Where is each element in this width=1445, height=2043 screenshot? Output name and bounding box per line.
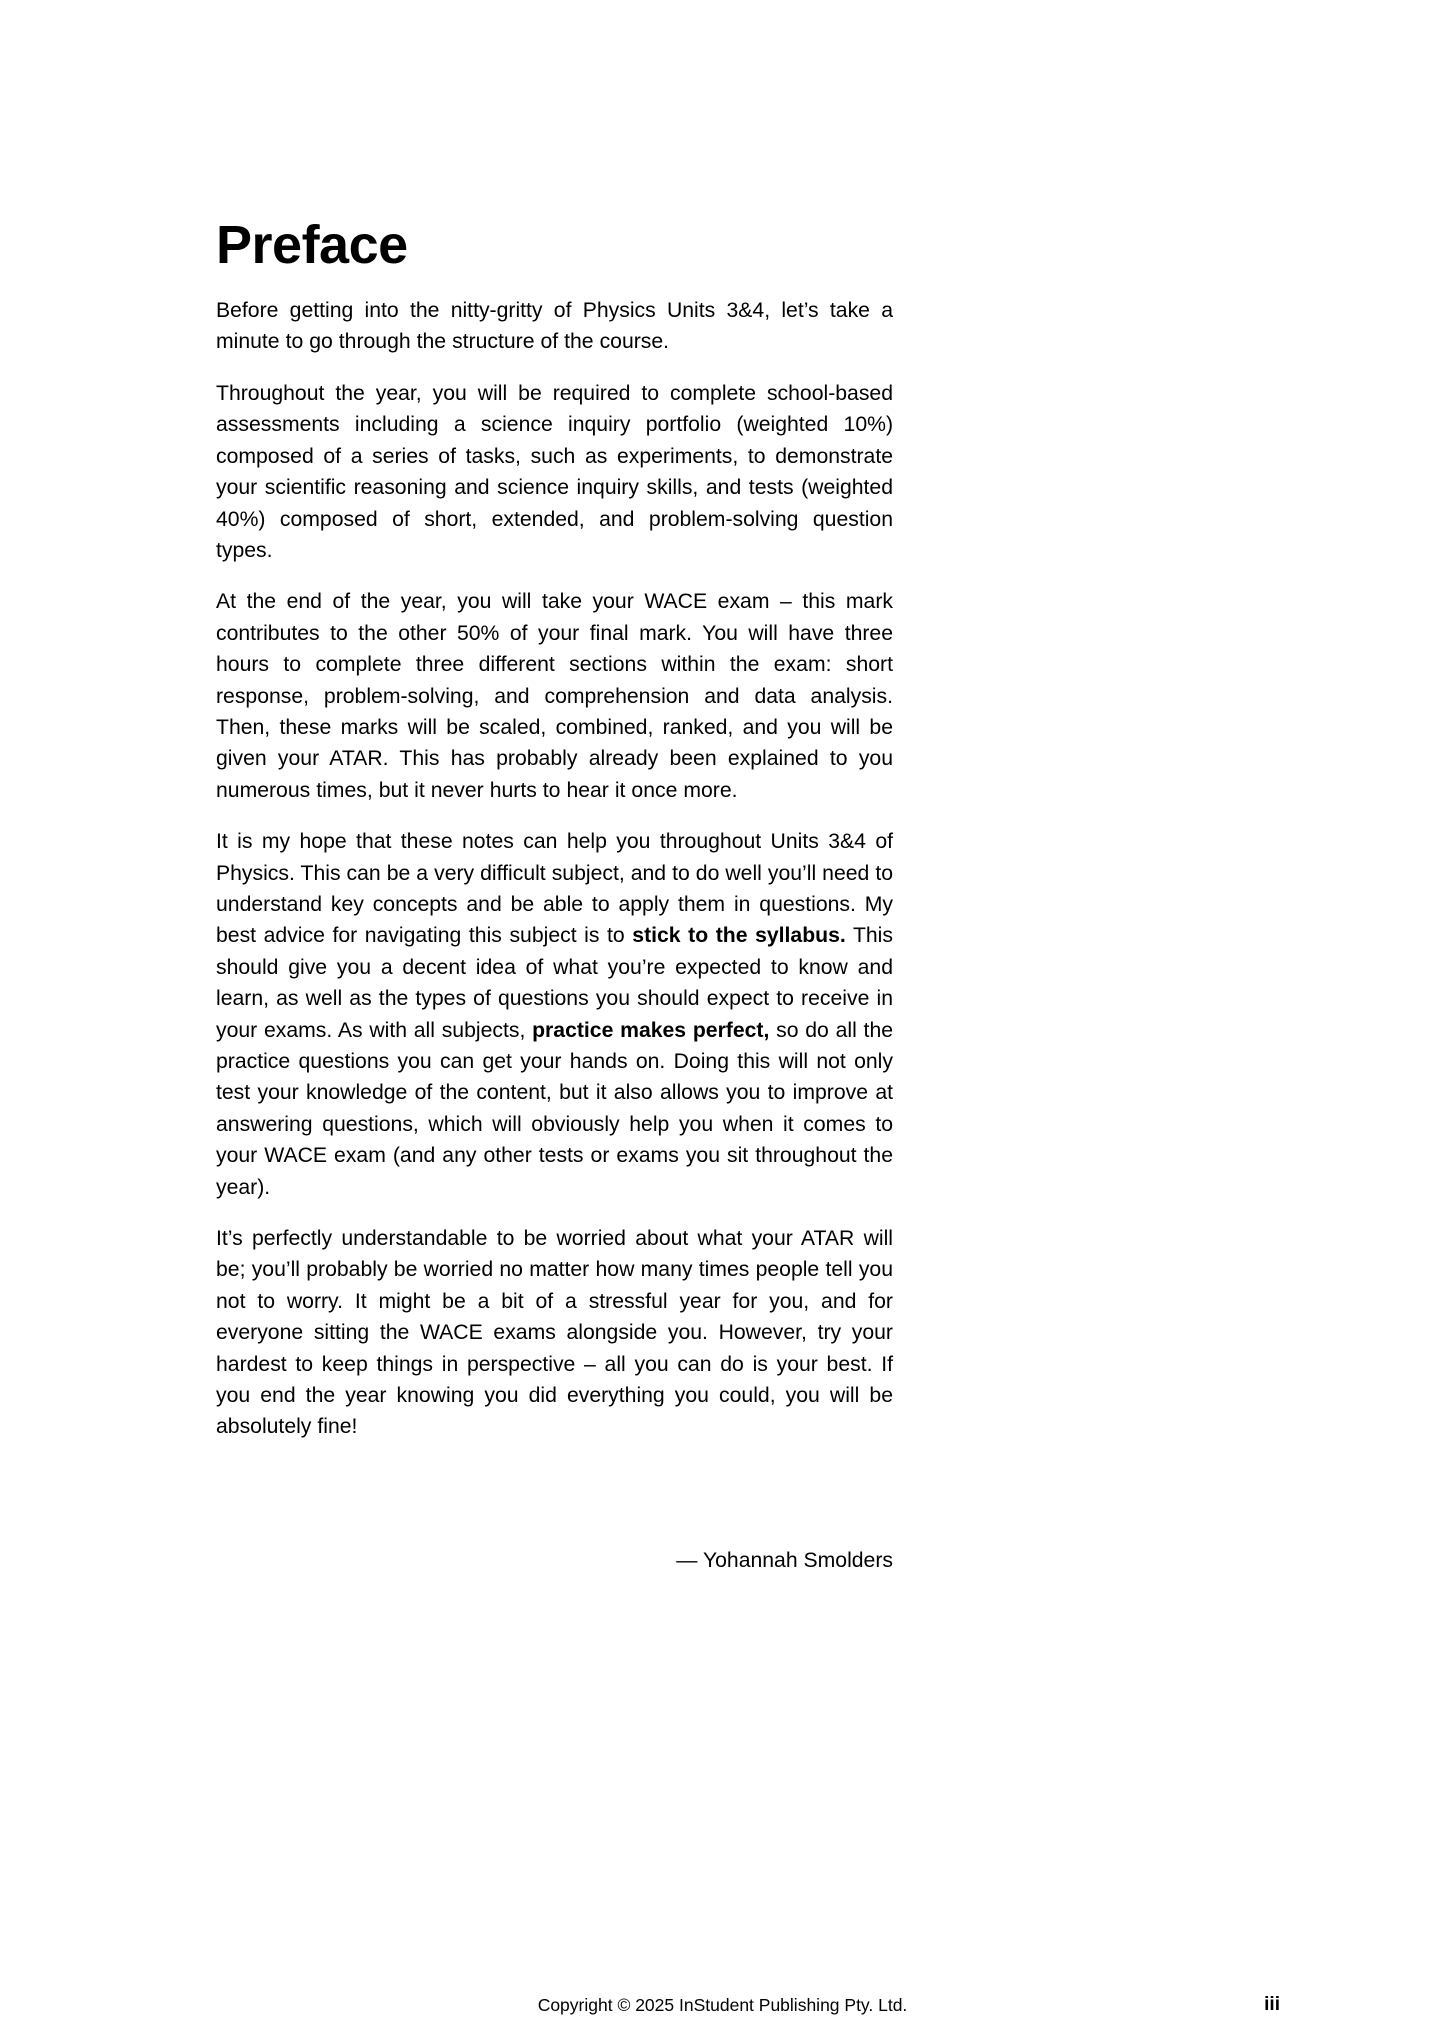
paragraph-4 xyxy=(216,826,893,1203)
page-content xyxy=(216,215,894,1443)
page-footer xyxy=(0,1993,1445,2033)
page-title: Preface xyxy=(216,215,408,275)
paragraph-4-emphasis-practice: practice makes perfect, xyxy=(532,1018,770,1042)
paragraph-1: Before getting into the nitty-gritty of Physics Units 3&4, let’s take a minute to go through the structure of the course. xyxy=(216,299,893,354)
paragraph-5: It’s perfectly understandable to be worried about what your ATAR will be; you’ll probably be worried no matter how many times people tell you not to worry. It might be a bit of a stressful year for you, and for everyone sitting the WACE exams alongside you. However, try your hardest to keep things in perspective – all you can do is your best. If you end the year knowing you did everything you could, you will be absolutely fine! xyxy=(216,1227,893,1439)
author-attribution: — Yohannah Smolders xyxy=(676,1549,893,1572)
paragraph-2: Throughout the year, you will be required to complete school-based assessments including a science inquiry portfolio (weighted 10%) composed of a series of tasks, such as experiments, to demonstrate your scientific reasoning and science inquiry skills, and tests (weighted 40%) composed of short, extended, and problem-solving question types. xyxy=(216,381,893,562)
paragraph-4-segment-text-3: so do all the practice questions you can get your hands on. Doing this will not only test your knowledge of the content, but it also allows you to improve at answering questions, which will obviously help you when it comes to your WACE exam (and any other tests or exams you sit throughout the year). xyxy=(216,1018,894,1199)
paragraph-3: At the end of the year, you will take your WACE exam – this mark contributes to the other 50% of your final mark. You will have three hours to complete three different sections within the exam: short response, problem-solving, and comprehension and data analysis. Then, these marks will be scaled, combined, ranked, and you will be given your ATAR. This has probably already been explained to you numerous times, but it never hurts to hear it once more. xyxy=(216,590,893,802)
footer-copyright: Copyright © 2025 InStudent Publishing Pty. Ltd. xyxy=(537,1995,908,2015)
paragraph-4-segment-text-2: This should give you a decent idea of what you’re expected to know and learn, as well as the types of questions you should expect to receive in your exams. As with all subjects, xyxy=(216,924,893,1042)
paragraph-4-emphasis-syllabus: stick to the syllabus. xyxy=(632,924,846,948)
paragraph-4-segment-text-1: It is my hope that these notes can help you throughout Units 3&4 of Physics. This can be a very difficult subject, and to do well you’ll need to understand key concepts and be able to apply them in questions. My best advice for navigating this subject is to xyxy=(216,830,893,948)
footer-page-number: iii xyxy=(1264,1994,1280,2015)
